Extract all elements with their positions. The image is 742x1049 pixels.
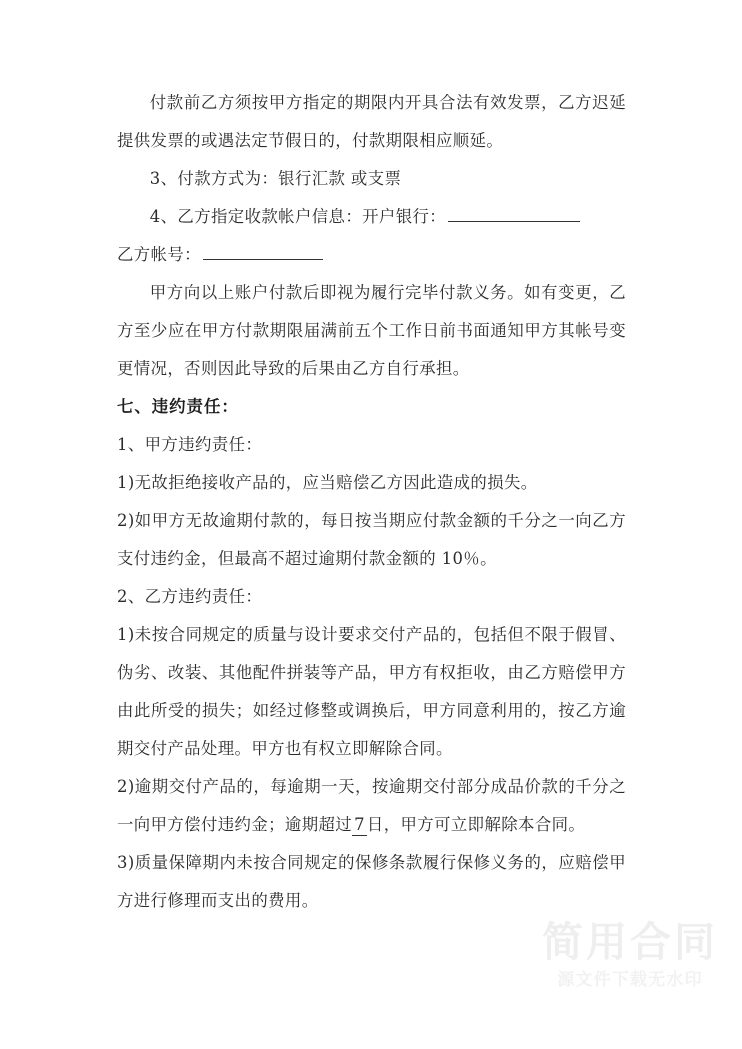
overdue-clause-suffix: 日，甲方可立即解除本合同。 — [366, 815, 586, 834]
paragraph-invoice-terms: 付款前乙方须按甲方指定的期限内开具合法有效发票，乙方迟延提供发票的或遇法定节假日的，付款期限相应顺延。 — [117, 93, 626, 150]
section-heading-breach-liability: 七、违约责任： — [117, 397, 239, 416]
subheading-party-a-liability: 1、甲方违约责任： — [117, 435, 263, 454]
subheading-party-b-liability: 2、乙方违约责任： — [117, 587, 263, 606]
watermark-subtitle-text: 源文件下载无水印 — [557, 969, 703, 990]
list-item-party-b-3: 3)质量保障期内未按合同规定的保修条款履行保修义务的，应赔偿甲方进行修理而支出的费用。 — [117, 853, 626, 910]
document-body — [117, 84, 626, 920]
list-item-party-b-2 — [117, 768, 626, 844]
paragraph-payment-method: 3、付款方式为：银行汇款 或支票 — [149, 169, 402, 188]
overdue-days-value[interactable]: 7 — [354, 815, 365, 834]
paragraph-account-change: 甲方向以上账户付款后即视为履行完毕付款义务。如有变更，乙方至少应在甲方付款期限届满前五个工作日前书面通知甲方其帐号变更情况，否则因此导致的后果由乙方自行承担。 — [117, 283, 626, 378]
list-item-party-a-2: 2)如甲方无故逾期付款的，每日按当期应付款金额的千分之一向乙方支付违约金，但最高不超过逾期付款金额的 10％。 — [117, 511, 626, 568]
watermark — [542, 918, 718, 993]
watermark-brand-text: 简用合同 — [542, 918, 718, 967]
paragraph-account-bank — [117, 198, 626, 236]
overdue-clause-prefix: 2)逾期交付产品的，每逾期一天，按逾期交付部分成品价款的千分之一向甲方偿付违约金；逾期超过 — [117, 777, 626, 834]
paragraph-account-number — [117, 236, 626, 274]
list-item-party-a-1: 1)无故拒绝接收产品的，应当赔偿乙方因此造成的损失。 — [117, 473, 538, 492]
list-item-party-b-1: 1)未按合同规定的质量与设计要求交付产品的，包括但不限于假冒、伪劣、改装、其他配件拼装等产品，甲方有权拒收，由乙方赔偿甲方由此所受的损失；如经过修整或调换后，甲方同意利用的，按乙方逾期交付产品处理。甲方也有权立即解除合同。 — [117, 625, 626, 758]
account-bank-label: 4、乙方指定收款帐户信息：开户银行： — [149, 207, 447, 226]
account-number-label: 乙方帐号： — [117, 245, 201, 264]
account-number-blank[interactable] — [203, 242, 323, 260]
bank-name-blank[interactable] — [448, 204, 580, 222]
